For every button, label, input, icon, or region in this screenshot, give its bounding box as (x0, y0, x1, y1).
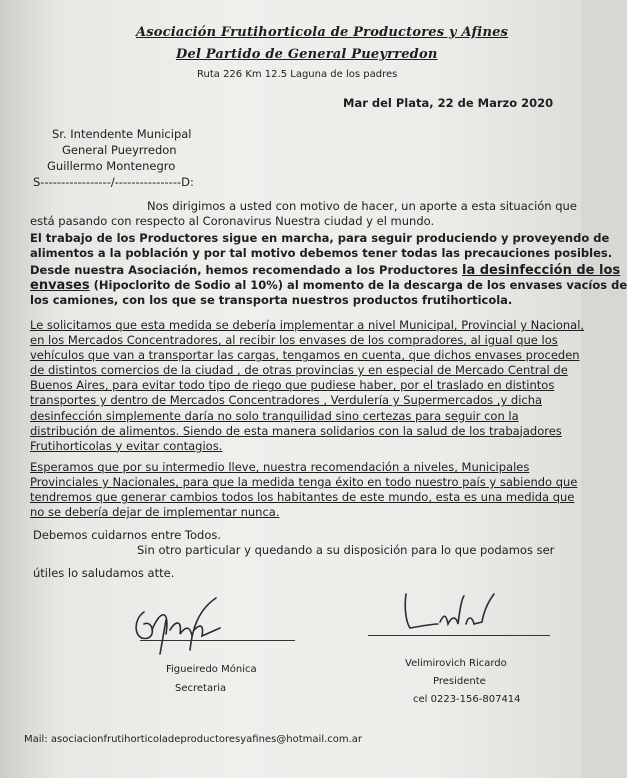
signatory-right-phone: cel 0223-156-807414 (413, 694, 521, 705)
signature-left-line (140, 640, 295, 641)
paragraph-request (30, 318, 585, 454)
paragraph-intro (30, 199, 577, 229)
text-line: Esperamos que por su intermedio lleve, nuestra recomendación a niveles, Municipales (30, 460, 530, 474)
org-name-line2: Del Partido de General Pueyrredon (176, 47, 438, 62)
signature-right-line (368, 635, 550, 636)
signatory-left-role: Secretaria (175, 683, 227, 694)
text-line: alimentos a la población y por tal motivo debemos tener todas las precauciones posibles. (30, 246, 613, 261)
text-line: Nos dirigimos a usted con motivo de hacer, un aporte a esta situación que (147, 199, 577, 213)
text-line: Frutihorticolas y evitar contagios. (30, 438, 223, 453)
signatory-left-name: Figueiredo Mónica (166, 664, 257, 675)
closing-line1: Sin otro particular y quedando a su disposición para lo que podamos ser (137, 543, 555, 557)
text-line: transportes y dentro de Mercados Concentradores , Verdulería y Supermercados ,y dicha (30, 393, 543, 408)
text-line: en los Mercados Concentradores, al recibir los envases de los compradores, al igual que los (30, 333, 558, 348)
text-line: está pasando con respecto al Coronavirus Nuestra ciudad y el mundo. (30, 214, 435, 229)
recipient-municipality: General Pueyrredon (62, 143, 177, 157)
text-line: vehículos que van a transportar las cargas, tengamos en cuenta, que dichos envases proceden (30, 348, 580, 363)
recipient-salutation: S-----------------/----------------D: (33, 175, 194, 189)
org-address: Ruta 226 Km 12.5 Laguna de los padres (197, 69, 398, 80)
text-line: Buenos Aires, para evitar todo tipo de riego que pudiese haber, por el traslado en distintos (30, 378, 555, 393)
text-line: tendremos que generar cambios todos los habitantes de este mundo, esta es una medida que (30, 490, 575, 505)
letter-date: Mar del Plata, 22 de Marzo 2020 (343, 96, 554, 110)
closing-line2: útiles lo saludamos atte. (33, 566, 175, 580)
signatory-right-name: Velimirovich Ricardo (405, 658, 507, 669)
emphasis-containers: envases (30, 278, 90, 294)
text-line: de distintos comercios de la ciudad , de otras provincias y en especial de Mercado Central de (30, 363, 568, 378)
paragraph-hope (30, 460, 578, 520)
text-line: Le solicitamos que esta medida se debería implementar a nivel Municipal, Provincial y Nacional, (30, 318, 585, 332)
recipient-title: Sr. Intendente Municipal (52, 127, 192, 141)
closing-care: Debemos cuidarnos entre Todos. (33, 528, 222, 542)
text-line: desinfección simplemente daría no solo tranquilidad sino certezas para seguir con la (30, 408, 519, 423)
text-line: no se debería dejar de implementar nunca. (30, 505, 280, 520)
recipient-name: Guillermo Montenegro (47, 159, 176, 173)
text-line: El trabajo de los Productores sigue en marcha, para seguir produciendo y proveyendo de (30, 231, 610, 245)
text-line: los camiones, con los que se transporta nuestros productos frutihorticola. (30, 293, 513, 308)
text-line: Provinciales y Nacionales, para que la medida tenga éxito en todo nuestro país y sabiendo que (30, 475, 578, 490)
contact-email: Mail: asociacionfrutihorticoladeproductoresyafines@hotmail.com.ar (24, 734, 363, 745)
text-line: distribución de alimentos. Siendo de esta manera solidarios con la salud de los trabajadores (30, 423, 562, 438)
org-name-line1: Asociación Frutihorticola de Productores y Afines (136, 25, 509, 40)
signature-left-scribble (130, 590, 250, 660)
text-line: Desde nuestra Asociación, hemos recomendado a los Productores (30, 263, 458, 277)
emphasis-disinfection: la desinfección de los (462, 263, 621, 278)
paragraph-producers (30, 231, 613, 261)
signature-right-scribble (398, 588, 508, 638)
text-line: (Hipoclorito de Sodio al 10%) al momento de la descarga de los envases vacíos de (93, 278, 627, 293)
signatory-right-role: Presidente (433, 676, 486, 687)
paragraph-recommendation (30, 263, 627, 308)
